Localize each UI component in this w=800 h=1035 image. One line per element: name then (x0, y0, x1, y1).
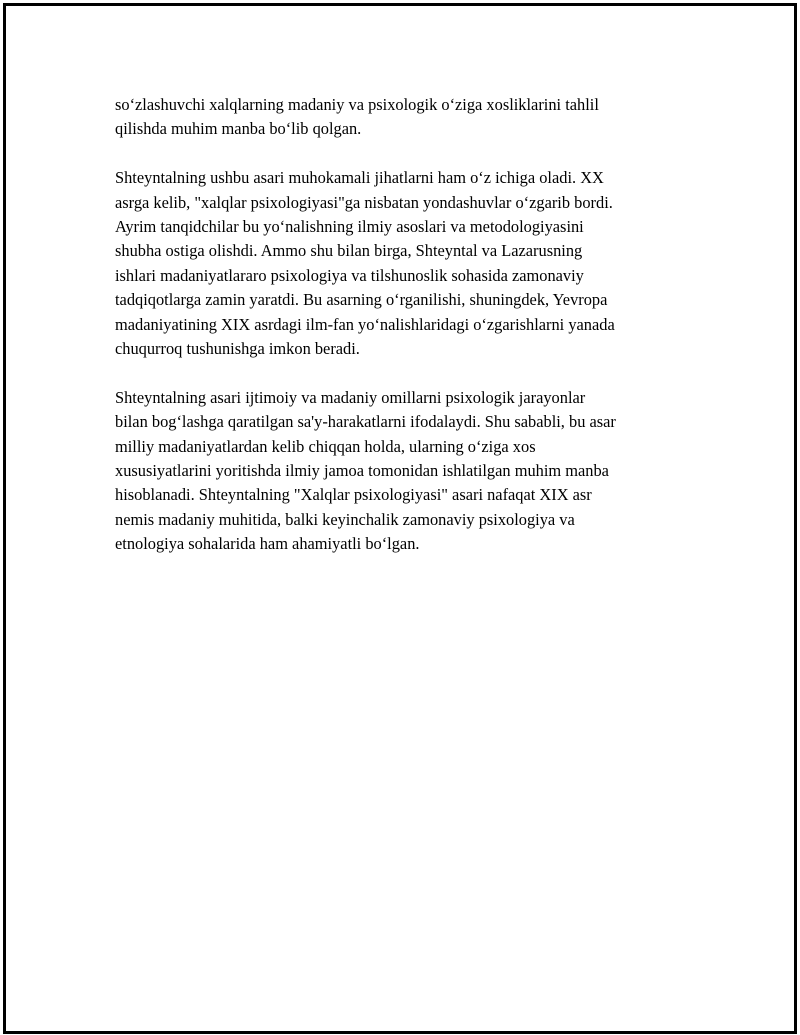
text-line: madaniyatining XIX asrdagi ilm-fan yo‘nalishlaridagi o‘zgarishlarni yanada (115, 314, 615, 334)
paragraph-2 (115, 166, 685, 361)
paragraph-3 (115, 386, 685, 557)
text-line: nemis madaniy muhitida, balki keyinchalik zamonaviy psixologiya va (115, 509, 575, 529)
paragraph-1 (115, 93, 685, 142)
document-body (115, 93, 685, 581)
text-line: Ayrim tanqidchilar bu yo‘nalishning ilmiy asoslari va metodologiyasini (115, 217, 584, 237)
text-line: bilan bog‘lashga qaratilgan sa'y-harakatlarni ifodalaydi. Shu sababli, bu asar (115, 412, 616, 432)
text-line: Shteyntalning ushbu asari muhokamali jihatlarni ham o‘z ichiga oladi. XX (115, 168, 604, 188)
text-line: Shteyntalning asari ijtimoiy va madaniy omillarni psixologik jarayonlar (115, 387, 586, 407)
text-line: asrga kelib, "xalqlar psixologiyasi"ga nisbatan yondashuvlar o‘zgarib bordi. (115, 192, 613, 212)
text-line: shubha ostiga olishdi. Ammo shu bilan birga, Shteyntal va Lazarusning (115, 241, 583, 261)
text-line: so‘zlashuvchi xalqlarning madaniy va psixologik o‘ziga xosliklarini tahlil (115, 95, 599, 114)
text-line: ishlari madaniyatlararo psixologiya va tilshunoslik sohasida zamonaviy (115, 265, 584, 285)
text-line: hisoblanadi. Shteyntalning "Xalqlar psixologiyasi" asari nafaqat XIX asr (115, 485, 592, 505)
text-line: chuqurroq tushunishga imkon beradi. (115, 339, 360, 359)
text-line: etnologiya sohalarida ham ahamiyatli bo‘lgan. (115, 534, 420, 554)
text-line: milliy madaniyatlardan kelib chiqqan holda, ularning o‘ziga xos (115, 436, 536, 456)
text-line: xususiyatlarini yoritishda ilmiy jamoa tomonidan ishlatilgan muhim manba (115, 461, 609, 481)
text-line: qilishda muhim manba bo‘lib qolgan. (115, 119, 362, 139)
text-line: tadqiqotlarga zamin yaratdi. Bu asarning o‘rganilishi, shuningdek, Yevropa (115, 290, 608, 310)
